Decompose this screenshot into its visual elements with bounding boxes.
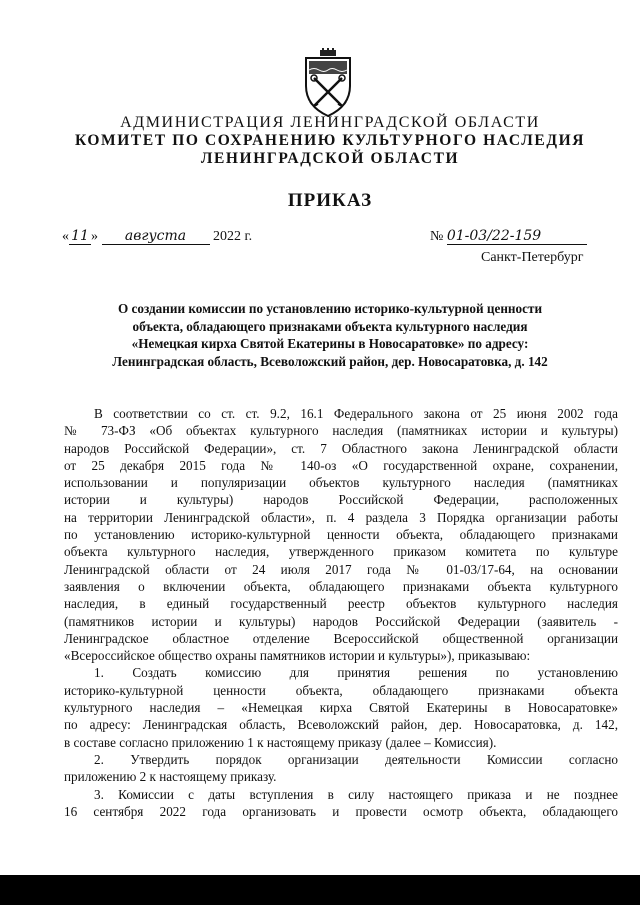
order-body — [64, 405, 618, 820]
order-title: ПРИКАЗ — [287, 190, 373, 211]
body-line: использовании и популяризации объектов культурного наследия (памятниках — [64, 475, 618, 491]
body-line: историко-культурной ценности объекта, обладающего признаками объекта — [64, 682, 618, 698]
date-year: 2022 г. — [213, 229, 253, 244]
order-subject — [60, 300, 600, 370]
body-line: Ленинградской области от 24 июля 2017 года № 01-03/17-64, на основании — [64, 561, 618, 577]
body-line: № 73-ФЗ «Об объектах культурного наследия (памятниках истории и культуры) — [64, 423, 618, 439]
body-line: на территории Ленинградской области», п. 4 раздела 3 Порядка организации работы — [64, 509, 618, 525]
date-month: августа — [102, 228, 210, 245]
body-line: культурного наследия – «Немецкая кирха Святой Екатерины в Новосаратовке» — [64, 700, 618, 716]
body-line: «Всероссийское общество охраны памятников истории и культуры»), приказываю: — [64, 648, 531, 664]
scan-edge — [0, 875, 640, 905]
city: Санкт-Петербург — [481, 250, 584, 265]
order-number — [430, 228, 587, 245]
coat-of-arms-icon — [300, 48, 356, 118]
body-line: (памятников истории и культуры) народов Российской Федерации (заявитель - — [64, 613, 618, 629]
body-line: объекта культурного наследия, утвержденного приказом комитета по культуре — [64, 544, 618, 560]
date-day: 11 — [69, 228, 91, 245]
number-label: № — [430, 229, 444, 244]
body-line: В соответствии со ст. ст. 9.2, 16.1 Федерального закона от 25 июня 2002 года — [94, 406, 618, 421]
body-line: народов Российской Федерации», ст. 7 Областного закона Ленинградской области — [64, 440, 618, 456]
subject-line: О создании комиссии по установлению историко-культурной ценности — [117, 301, 543, 316]
body-line: от 25 декабря 2015 года № 140-оз «О государственной охране, сохранении, — [64, 457, 618, 473]
body-line: приложению 2 к настоящему приказу. — [64, 769, 277, 785]
header-administration: АДМИНИСТРАЦИЯ ЛЕНИНГРАДСКОЙ ОБЛАСТИ — [120, 114, 540, 131]
subject-line: объекта, обладающего признаками объекта культурного наследия — [132, 318, 528, 334]
body-line: 16 сентября 2022 года организовать и провести осмотр объекта, обладающего — [64, 803, 618, 819]
header-committee: КОМИТЕТ ПО СОХРАНЕНИЮ КУЛЬТУРНОГО НАСЛЕДИЯ — [74, 132, 586, 149]
body-line: по адресу: Ленинградская область, Всеволожский район, дер. Новосаратовка, д. 142, — [64, 717, 618, 733]
body-line: истории и культуры) народов Российской Федерации, расположенных — [64, 492, 618, 508]
subject-line: «Немецкая кирха Святой Екатерины в Новосаратовке» по адресу: — [131, 336, 529, 351]
body-line: заявления о включении объекта, обладающего признаками объекта культурного — [64, 578, 618, 594]
order-date — [62, 228, 252, 245]
date-close-quote: » — [91, 229, 98, 244]
body-line: 1. Создать комиссию для принятия решения по установлению — [94, 665, 618, 681]
body-line: наследия, в единый государственный реестр объектов культурного наследия — [64, 596, 618, 612]
body-line: Ленинградское областное отделение Всероссийской общественной организации — [64, 630, 618, 646]
date-open-quote: « — [62, 229, 69, 244]
body-line: по установлению историко-культурной ценности объекта, обладающего признаками — [64, 527, 618, 543]
header-region: ЛЕНИНГРАДСКОЙ ОБЛАСТИ — [200, 150, 460, 167]
number-value: 01-03/22-159 — [447, 228, 587, 245]
body-line: 3. Комиссии с даты вступления в силу настоящего приказа и не позднее — [94, 786, 618, 802]
body-line: в составе согласно приложению 1 к настоящему приказу (далее – Комиссия). — [64, 734, 497, 750]
subject-line: Ленинградская область, Всеволожский район, дер. Новосаратовка, д. 142 — [112, 353, 548, 369]
body-line: 2. Утвердить порядок организации деятельности Комиссии согласно — [94, 751, 618, 767]
